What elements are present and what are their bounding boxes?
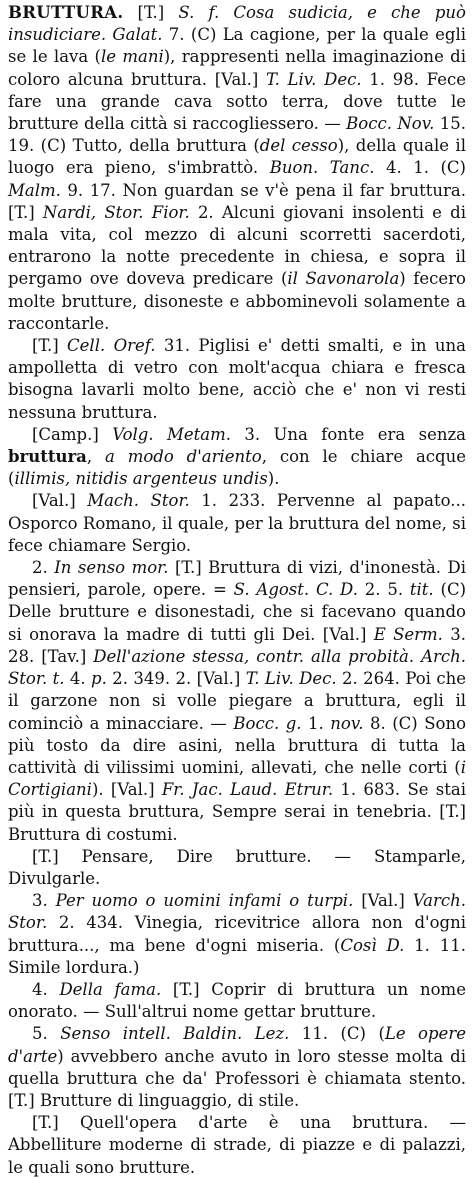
text-run: T. Liv. Dec.	[266, 69, 362, 89]
entry-paragraph-opera	[8, 1112, 466, 1179]
text-run: 2. 434. Vinegia, ricevitrice allora non d'ogni bruttura..., ma bene d'ogni miseria. (	[8, 913, 466, 955]
text-run: 2. 264. Poi che il garzone non si volle piegare a bruttura, egli il cominciò a minacciare. —	[8, 669, 466, 733]
text-run: (C) Delle brutture e disonestadi, che si facevano quando si onorava la madre di tutti gli Dei. [Val.]	[8, 580, 466, 644]
text-run: 4.	[32, 979, 60, 999]
text-run: del cesso	[259, 136, 338, 156]
entry-sense-2	[8, 557, 466, 846]
text-run: i Cortigiani	[8, 757, 466, 800]
text-run: Bocc. Nov.	[346, 114, 435, 134]
text-run: BRUTTURA.	[8, 3, 124, 22]
text-run: Buon. Tanc.	[269, 158, 375, 178]
text-run: 2. 5.	[357, 580, 410, 600]
text-run: 15. 19. (C) Tutto, della bruttura (	[8, 114, 466, 156]
text-run: 1. 11. Simile lordura.)	[8, 935, 466, 977]
text-run: Le opere d'arte	[8, 1024, 466, 1066]
text-run: E Serm.	[373, 624, 443, 644]
text-run: [T.] Bruttura di vizi, d'inonestà. Di pensieri, parole, opere. =	[8, 558, 466, 600]
text-run: 1.	[301, 713, 331, 733]
entry-paragraph-mach	[8, 490, 466, 557]
text-run: Mach. Stor.	[87, 491, 190, 511]
text-run: 3. Una fonte era senza	[231, 424, 466, 444]
entry-paragraph-cellini	[8, 335, 466, 424]
text-run: Quell'opera d'arte è una bruttura. — Abbelliture moderne di strade, di piazze e di palazzi, le quali sono brutture.	[8, 1113, 466, 1177]
text-run: illimis, nitidis argenteus undis	[14, 469, 268, 489]
text-run: [Camp.]	[32, 424, 113, 444]
text-run: 8. (C) Sono più tosto da dire asini, nella bruttura di tutta la cattività di vilissimi uomini, allevati, che nelle corti (	[8, 713, 467, 777]
entry-paragraph-main	[8, 2, 466, 335]
text-run: S. Agost. C. D.	[233, 580, 358, 600]
text-run: Malm.	[8, 180, 61, 200]
text-run: S. f. Cosa sudicia, e che può insudiciare. Galat.	[8, 3, 466, 45]
text-run: T. Liv. Dec.	[245, 669, 337, 689]
text-run: 9. 17. Non guardan se v'è pena il far bruttura. [T.]	[8, 180, 466, 222]
text-run: ) avvebbero anche avuto in loro stesse molta di quella bruttura che da' Professori è chiamata stento. [T.] Brutture di linguaggio, di stile.	[8, 1046, 466, 1110]
text-run: [T.]	[32, 846, 82, 866]
text-run: ,	[86, 447, 105, 467]
text-run: Senso intell. Baldin. Lez.	[60, 1024, 290, 1044]
text-run: le mani	[100, 47, 164, 67]
text-run: Pensare, Dire brutture. — Stamparle, Divulgarle.	[8, 846, 466, 888]
text-run: Così D.	[340, 935, 405, 955]
text-run: 4.	[64, 669, 92, 689]
text-run: ), della quale il luogo era pieno, s'imbrattò.	[8, 136, 466, 178]
text-run: Volg. Metam.	[112, 424, 232, 444]
text-run: a modo d'ariento	[104, 447, 262, 467]
text-run: 1. 233. Pervenne al papato... Osporco Romano, il quale, per la bruttura del nome, si fece chiamare Sergio.	[8, 491, 466, 555]
text-run: Bocc. g.	[233, 713, 302, 733]
text-run: nov.	[330, 713, 364, 733]
text-run: il Savonarola	[287, 269, 400, 289]
text-run: tit.	[409, 580, 434, 600]
text-run: bruttura	[8, 447, 87, 467]
text-run: 2. Alcuni giovani insolenti e di mala vita, col mezzo di alcuni scorretti sacerdoti, entrarono la notte precedente in chiesa, e sopra il pergamo ove doveva predicare (	[8, 202, 466, 289]
text-run: [T.]	[32, 336, 68, 356]
entry-sense-3	[8, 890, 466, 979]
text-run: 7. (C) La cagione, per la quale egli se le lava (	[8, 25, 467, 67]
text-run: [T.]	[123, 3, 179, 22]
text-run: ) fecero molte brutture, disoneste e abbominevoli solamente a raccontarle.	[8, 269, 466, 333]
text-run: Varch. Stor.	[8, 891, 466, 933]
text-run: [T.] Coprir di bruttura un nome onorato. — Sull'altrui nome gettar brutture.	[8, 979, 466, 1022]
text-run: 2. 349. 2. [Val.]	[106, 669, 246, 689]
text-run: 3.	[32, 891, 56, 911]
text-run: p.	[91, 669, 107, 689]
text-run: ). [Val.]	[91, 780, 162, 800]
text-run: , con le chiare acque (	[8, 447, 466, 489]
entry-sense-4	[8, 979, 466, 1023]
text-run: 11. (C) (	[289, 1024, 385, 1044]
text-run: Per uomo o uomini infami o turpi.	[55, 891, 354, 911]
text-run: Della fama.	[59, 979, 162, 999]
text-run: [Val.]	[353, 891, 413, 911]
entry-sense-5	[8, 1023, 466, 1112]
text-run: 31. Piglisi e' detti smalti, e in una ampolletta di vetro con molt'acqua chiara e fresca bisogna lavarli molto bene, acciò che e' non vi resti nessuna bruttura.	[8, 336, 466, 422]
text-run: [Val.]	[32, 491, 88, 511]
text-run: In senso mor.	[54, 558, 169, 578]
text-run: 1. 98. Fece fare una grande cava sotto terra, dove tutte le brutture della città si raccogliessero. —	[8, 69, 466, 134]
text-run: Nardi, Stor. Fior.	[42, 202, 190, 222]
text-run: 3. 28. [Tav.]	[8, 624, 466, 666]
text-run: 4. 1. (C)	[374, 158, 466, 178]
text-run: Fr. Jac. Laud. Etrur.	[161, 780, 334, 800]
text-run: 1. 683. Se stai più in questa bruttura, Sempre serai in tenebria. [T.] Bruttura di costumi.	[8, 780, 467, 844]
text-run: Cell. Oref.	[67, 336, 156, 356]
text-run: ).	[267, 469, 280, 489]
text-run: 5.	[32, 1024, 61, 1044]
text-run: Dell'azione stessa, contr. alla probità. Arch. Stor. t.	[8, 646, 467, 689]
entry-paragraph-pensare	[8, 846, 466, 890]
entry-paragraph-metam	[8, 424, 466, 491]
text-run: ), rappresenti nella imaginazione di coloro alcuna bruttura. [Val.]	[8, 47, 466, 89]
text-run: [T.]	[32, 1113, 80, 1133]
text-run: 2.	[32, 558, 55, 578]
